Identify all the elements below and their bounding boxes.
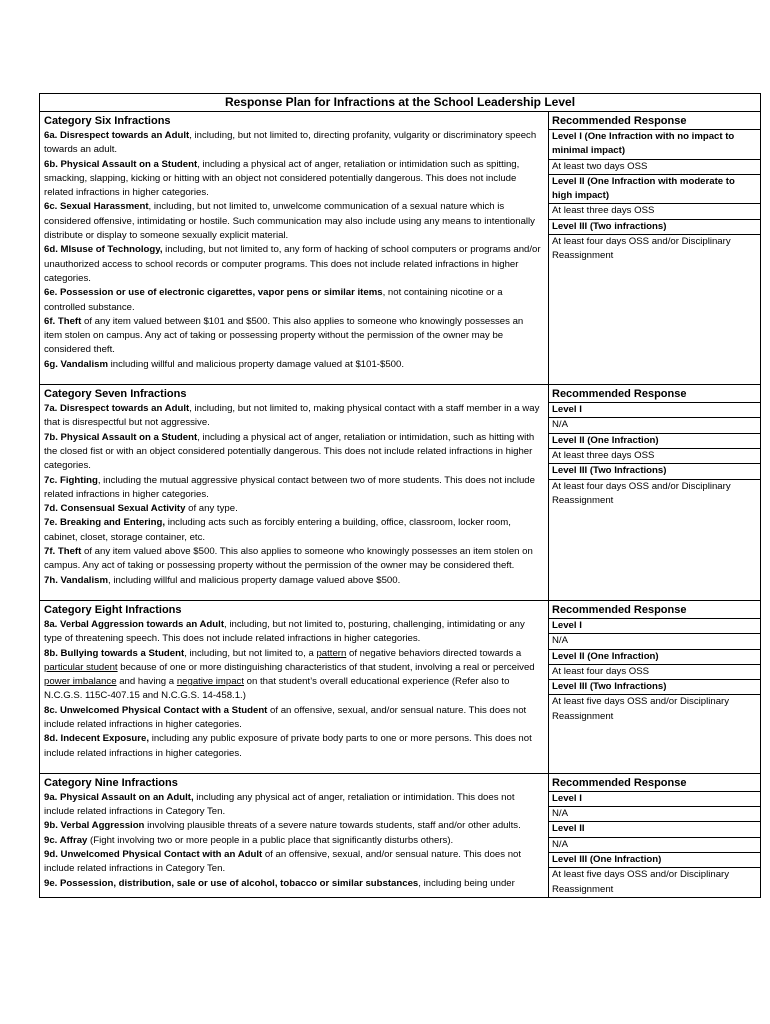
- infraction-item: [44, 618, 544, 647]
- infraction-title: 7e. Breaking and Entering,: [44, 517, 166, 529]
- category-row: [40, 385, 760, 601]
- response-action: At least five days OSS and/or Disciplinary Reassignment: [552, 869, 730, 895]
- infraction-item: [44, 402, 544, 431]
- recommended-response-heading: Recommended Response: [549, 601, 760, 619]
- infraction-title: 7c. Fighting: [44, 474, 98, 486]
- infraction-description: , including being under: [418, 877, 515, 889]
- infraction-title: 9b. Verbal Aggression: [44, 820, 145, 832]
- recommended-response-heading: Recommended Response: [549, 112, 760, 130]
- infraction-title: 6d. MIsuse of Technology,: [44, 244, 163, 256]
- response-level: Level I: [549, 619, 760, 634]
- recommended-response-cell: [549, 774, 760, 897]
- infraction-title: 6g. Vandalism: [44, 358, 108, 370]
- response-level: Level II: [549, 822, 760, 837]
- infractions-cell: [40, 112, 549, 384]
- response-action: At least three days OSS: [549, 449, 760, 464]
- response-level: Level II (One Infraction): [549, 650, 760, 665]
- recommended-response-cell: [549, 601, 760, 773]
- category-row: [40, 774, 760, 898]
- infractions-cell: [40, 385, 549, 600]
- recommended-response-cell: [549, 385, 760, 600]
- recommended-response-cell: [549, 112, 760, 384]
- infraction-item: [44, 474, 544, 503]
- response-level: Level III (Two Infractions): [549, 680, 760, 695]
- infraction-title: 9d. Unwelcomed Physical Contact with an Adult: [44, 849, 263, 861]
- infraction-description: including willful and malicious property damage valued at $101-$500.: [108, 358, 404, 370]
- infractions-cell: [40, 774, 549, 897]
- response-level: Level III (Two infractions): [549, 220, 760, 235]
- recommended-response-heading: Recommended Response: [549, 385, 760, 403]
- infraction-item: [44, 545, 544, 574]
- infraction-description: of any type.: [185, 503, 238, 515]
- response-action: At least five days OSS and/or Disciplinary Reassignment: [552, 696, 730, 722]
- infraction-item: [44, 834, 544, 848]
- category-heading: Category Nine Infractions: [44, 776, 178, 789]
- infraction-item: [44, 158, 544, 201]
- infraction-description: , including the mutual aggressive physical contact between two of more students. This does not include related infractions in higher categories.: [44, 474, 535, 500]
- infraction-title: 9a. Physical Assault on an Adult,: [44, 791, 194, 803]
- response-action: At least four days OSS and/or Disciplinary Reassignment: [552, 236, 731, 262]
- infraction-item: [44, 286, 544, 315]
- response-action: N/A: [549, 418, 760, 433]
- infraction-description: including acts such as forcibly entering a building, office, classroom, locker room, cabinet, closet, storage container, etc.: [44, 517, 511, 543]
- infraction-description: of an offensive, sexual, and/or sensual nature. This does not include related infractions in Category Ten.: [44, 849, 522, 875]
- infraction-description: (Fight involving two or more people in a public place that significantly disturbs others).: [87, 834, 454, 846]
- infraction-item: [44, 732, 544, 761]
- category-heading: Category Eight Infractions: [44, 603, 182, 616]
- infraction-description: , not containing nicotine or a controlled substance.: [44, 287, 503, 313]
- response-action: N/A: [549, 634, 760, 649]
- recommended-response-heading: Recommended Response: [549, 774, 760, 792]
- infraction-title: 7f. Theft: [44, 546, 82, 558]
- infraction-description: of any item valued above $500. This also applies to someone who knowingly possesses an item stolen on campus. Any act of taking or possessing property without the permission of the owner may be considered theft.: [44, 546, 533, 572]
- infraction-title: 8d. Indecent Exposure,: [44, 733, 150, 745]
- infraction-description: including any public exposure of private body parts to one or more persons. This does not include related infractions in higher categories.: [44, 733, 532, 759]
- infraction-title: 7d. Consensual Sexual Activity: [44, 503, 186, 515]
- response-action: At least four days OSS and/or Disciplinary Reassignment: [552, 480, 731, 506]
- infraction-item: [44, 574, 544, 588]
- infraction-description: of any item valued between $101 and $500. This also applies to someone who knowingly possesses an item stolen on campus. Any act of taking or possessing property without the permission of the owner may be considered theft.: [44, 315, 524, 356]
- response-action: At least four days OSS: [549, 665, 760, 680]
- infraction-title: 6e. Possession or use of electronic cigarettes, vapor pens or similar items: [44, 287, 383, 299]
- infraction-item: [44, 315, 544, 358]
- infraction-description: , including, but not limited to, directing profanity, vulgarity or discriminatory speech towards an adult.: [44, 130, 537, 156]
- response-level: Level I: [549, 792, 760, 807]
- response-level: Level II (One Infraction with moderate to high impact): [549, 175, 760, 205]
- infraction-title: 8a. Verbal Aggression towards an Adult: [44, 618, 225, 630]
- infraction-title: 6a. Disrespect towards an Adult: [44, 130, 190, 141]
- infraction-description: , including, but not limited to, a pattern of negative behaviors directed towards a particular student because of one or more distinguishing characteristics of that student, involving a real or perceived power imbalance and having a negative impact on that student’s overall educational experience (Refer also to N.C.G.S. 115C-407.15 and N.C.G.S. 14-458.1.): [44, 647, 535, 702]
- infraction-title: 8b. Bullying towards a Student: [44, 647, 185, 659]
- category-row: [40, 112, 760, 385]
- infraction-item: [44, 516, 544, 545]
- response-level: Level II (One Infraction): [549, 434, 760, 449]
- infraction-item: [44, 647, 544, 704]
- response-action: N/A: [549, 807, 760, 822]
- infraction-item: [44, 243, 544, 286]
- infraction-item: [44, 431, 544, 474]
- infraction-description: including, but not limited to, any form of hacking of school computers or programs and/or unauthorized access to school records or computer programs. This does not include related infractions in higher categories.: [44, 244, 541, 284]
- infraction-item: [44, 502, 544, 516]
- infraction-item: [44, 791, 544, 820]
- infraction-description: involving plausible threats of a severe nature towards students, staff and/or other adults.: [144, 820, 521, 832]
- infraction-title: 9c. Affray: [44, 834, 88, 846]
- category-heading: Category Six Infractions: [44, 115, 171, 127]
- response-level: Level III (One Infraction): [549, 853, 760, 868]
- infraction-description: , including, but not limited to, posturing, challenging, intimidating or any type of threatening speech. This does not include related infractions in higher categories.: [44, 618, 525, 645]
- response-level: Level I: [549, 403, 760, 418]
- infraction-item: [44, 129, 544, 158]
- infraction-description: , including a physical act of anger, retaliation or intimidation such as spitting, smacking, slapping, kicking or hitting with an object not considered potentially dangerous. This does not include related infractions in higher categories.: [44, 158, 520, 199]
- infraction-title: 6b. Physical Assault on a Student: [44, 158, 198, 170]
- infraction-description: , including, but not limited to, unwelcome communication of a sexual nature which is considered offensive, intimidating or hostile. Such communication may also include using any means to intentionally distribute or display to someone sexually explicit material.: [44, 201, 535, 242]
- infraction-item: [44, 200, 544, 243]
- infraction-title: 7h. Vandalism: [44, 574, 108, 586]
- infraction-item: [44, 848, 544, 877]
- response-level: Level I (One Infraction with no impact to minimal impact): [549, 130, 760, 160]
- document-title: Response Plan for Infractions at the School Leadership Level: [40, 94, 760, 112]
- response-action: At least three days OSS: [549, 204, 760, 219]
- response-action: At least two days OSS: [549, 160, 760, 175]
- infraction-title: 6f. Theft: [44, 315, 82, 327]
- infraction-title: 7a. Disrespect towards an Adult: [44, 403, 190, 415]
- infraction-title: 7b. Physical Assault on a Student: [44, 431, 198, 443]
- infractions-cell: [40, 601, 549, 773]
- infraction-title: 9e. Possession, distribution, sale or use of alcohol, tobacco or similar substances: [44, 877, 419, 889]
- infraction-description: , including willful and malicious property damage valued above $500.: [108, 574, 401, 586]
- infraction-description: of an offensive, sexual, and/or sensual nature. This does not include related infractions in higher categories.: [44, 704, 527, 730]
- infraction-description: including any physical act of anger, retaliation or intimidation. This does not include related infractions in Category Ten.: [44, 791, 515, 818]
- infraction-title: 8c. Unwelcomed Physical Contact with a Student: [44, 704, 268, 716]
- response-action: N/A: [549, 838, 760, 853]
- response-level: Level III (Two Infractions): [549, 464, 760, 479]
- infraction-description: , including a physical act of anger, retaliation or intimidation, such as hitting with the closed fist or with an object considered potentially dangerous. This does not include related infractions in higher categories.: [44, 431, 535, 472]
- infraction-title: 6c. Sexual Harassment: [44, 201, 149, 213]
- infraction-item: [44, 877, 544, 891]
- category-row: [40, 601, 760, 774]
- infraction-item: [44, 819, 544, 833]
- infraction-item: [44, 704, 544, 733]
- infraction-description: , including, but not limited to, making physical contact with a staff member in a way that is disrespectful but not aggressive.: [44, 403, 540, 429]
- response-plan-document: [39, 93, 761, 898]
- category-heading: Category Seven Infractions: [44, 388, 187, 401]
- infraction-item: [44, 358, 544, 372]
